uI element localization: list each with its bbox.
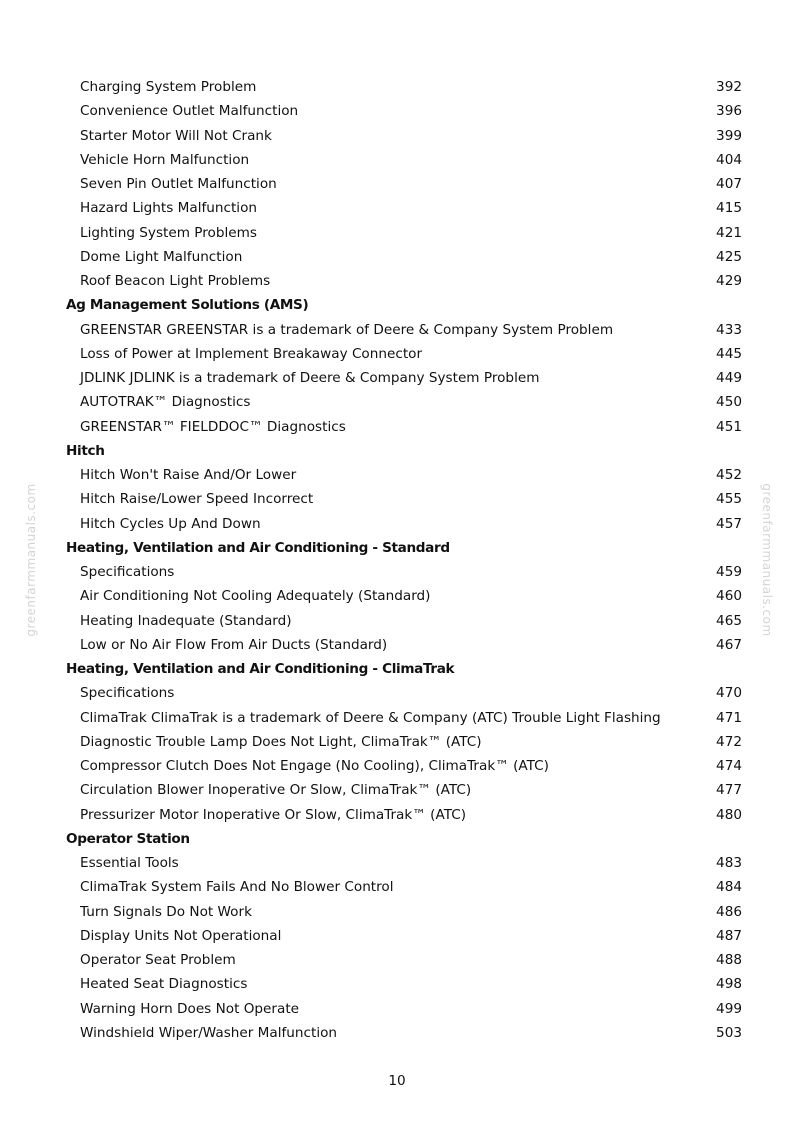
toc-section-heading (66, 536, 742, 560)
entry-page-number: 425 (716, 248, 742, 265)
entry-title: Lighting System Problems (80, 224, 257, 241)
section-title: Operator Station (66, 830, 190, 847)
toc-entry[interactable] (66, 584, 742, 608)
entry-page-number: 472 (716, 733, 742, 750)
toc-section-heading (66, 657, 742, 681)
entry-page-number: 486 (716, 903, 742, 920)
entry-page-number: 396 (716, 103, 742, 120)
entry-page-number: 433 (716, 321, 742, 338)
toc-entry[interactable] (66, 706, 742, 730)
entry-page-number: 477 (716, 782, 742, 799)
entry-title: Heating Inadequate (Standard) (80, 612, 292, 629)
entry-title: Specifications (80, 564, 175, 581)
entry-title: Air Conditioning Not Cooling Adequately (Standard) (80, 588, 431, 605)
toc-entry[interactable] (66, 463, 742, 487)
entry-title: Seven Pin Outlet Malfunction (80, 176, 277, 193)
entry-page-number: 498 (716, 976, 742, 993)
entry-title: Compressor Clutch Does Not Engage (No Cooling), ClimaTrak™ (ATC) (80, 758, 549, 775)
toc-entry[interactable] (66, 366, 742, 390)
toc-entry[interactable] (66, 560, 742, 584)
entry-title: Pressurizer Motor Inoperative Or Slow, ClimaTrak™ (ATC) (80, 806, 467, 823)
toc-entry[interactable] (66, 633, 742, 657)
entry-page-number: 415 (716, 200, 742, 217)
entry-title: Convenience Outlet Malfunction (80, 103, 299, 120)
entry-page-number: 455 (716, 491, 742, 508)
entry-title: Heated Seat Diagnostics (80, 976, 248, 993)
entry-title: Display Units Not Operational (80, 927, 282, 944)
watermark-right: greenfarmmanuals.com (760, 483, 774, 637)
toc-entry[interactable] (66, 415, 742, 439)
entry-title: Diagnostic Trouble Lamp Does Not Light, ClimaTrak™ (ATC) (80, 733, 482, 750)
entry-title: Vehicle Horn Malfunction (80, 151, 250, 168)
entry-page-number: 467 (716, 636, 742, 653)
entry-title: Essential Tools (80, 855, 179, 872)
toc-entry[interactable] (66, 269, 742, 293)
table-of-contents (66, 75, 742, 1045)
toc-entry[interactable] (66, 124, 742, 148)
entry-page-number: 429 (716, 273, 742, 290)
toc-section-heading (66, 439, 742, 463)
toc-entry[interactable] (66, 342, 742, 366)
entry-page-number: 488 (716, 952, 742, 969)
toc-entry[interactable] (66, 75, 742, 99)
entry-title: Hazard Lights Malfunction (80, 200, 258, 217)
toc-entry[interactable] (66, 245, 742, 269)
section-title: Ag Management Solutions (AMS) (66, 297, 309, 314)
entry-title: Specifications (80, 685, 175, 702)
entry-page-number: 407 (716, 176, 742, 193)
entry-title: Charging System Problem (80, 79, 257, 96)
toc-entry[interactable] (66, 609, 742, 633)
entry-page-number: 460 (716, 588, 742, 605)
toc-entry[interactable] (66, 875, 742, 899)
toc-entry[interactable] (66, 851, 742, 875)
toc-entry[interactable] (66, 172, 742, 196)
entry-title: ClimaTrak System Fails And No Blower Control (80, 879, 394, 896)
entry-page-number: 421 (716, 224, 742, 241)
entry-title: Windshield Wiper/Washer Malfunction (80, 1024, 338, 1041)
entry-page-number: 480 (716, 806, 742, 823)
toc-entry[interactable] (66, 972, 742, 996)
section-title: Hitch (66, 442, 105, 459)
toc-entry[interactable] (66, 681, 742, 705)
entry-title: Warning Horn Does Not Operate (80, 1000, 300, 1017)
toc-entry[interactable] (66, 318, 742, 342)
entry-page-number: 452 (716, 467, 742, 484)
entry-title: Hitch Raise/Lower Speed Incorrect (80, 491, 314, 508)
toc-entry[interactable] (66, 924, 742, 948)
toc-entry[interactable] (66, 730, 742, 754)
entry-page-number: 471 (716, 709, 742, 726)
toc-section-heading (66, 293, 742, 317)
entry-title: Starter Motor Will Not Crank (80, 127, 272, 144)
toc-entry[interactable] (66, 754, 742, 778)
entry-title: Turn Signals Do Not Work (80, 903, 252, 920)
entry-page-number: 465 (716, 612, 742, 629)
entry-page-number: 483 (716, 855, 742, 872)
page-number: 10 (388, 1073, 406, 1089)
toc-entry[interactable] (66, 803, 742, 827)
section-title: Heating, Ventilation and Air Conditioning - ClimaTrak (66, 661, 455, 678)
toc-entry[interactable] (66, 512, 742, 536)
toc-entry[interactable] (66, 487, 742, 511)
entry-title: Hitch Won't Raise And/Or Lower (80, 467, 297, 484)
toc-entry[interactable] (66, 1021, 742, 1045)
entry-page-number: 459 (716, 564, 742, 581)
entry-title: GREENSTAR™ FIELDDOC™ Diagnostics (80, 418, 346, 435)
entry-page-number: 392 (716, 79, 742, 96)
entry-title: Dome Light Malfunction (80, 248, 243, 265)
toc-entry[interactable] (66, 221, 742, 245)
toc-entry[interactable] (66, 778, 742, 802)
entry-page-number: 445 (716, 345, 742, 362)
toc-entry[interactable] (66, 196, 742, 220)
entry-page-number: 487 (716, 927, 742, 944)
entry-title: Hitch Cycles Up And Down (80, 515, 261, 532)
entry-page-number: 499 (716, 1000, 742, 1017)
toc-entry[interactable] (66, 148, 742, 172)
entry-title: Loss of Power at Implement Breakaway Connector (80, 345, 423, 362)
entry-title: AUTOTRAK™ Diagnostics (80, 394, 251, 411)
toc-entry[interactable] (66, 99, 742, 123)
entry-title: JDLINK JDLINK is a trademark of Deere & Company System Problem (80, 370, 540, 387)
entry-title: Low or No Air Flow From Air Ducts (Standard) (80, 636, 388, 653)
entry-page-number: 503 (716, 1024, 742, 1041)
entry-title: Roof Beacon Light Problems (80, 273, 271, 290)
entry-page-number: 449 (716, 370, 742, 387)
entry-title: ClimaTrak ClimaTrak is a trademark of Deere & Company (ATC) Trouble Light Flashing (80, 709, 661, 726)
toc-entry[interactable] (66, 948, 742, 972)
entry-page-number: 450 (716, 394, 742, 411)
entry-title: Circulation Blower Inoperative Or Slow, ClimaTrak™ (ATC) (80, 782, 472, 799)
entry-page-number: 484 (716, 879, 742, 896)
section-title: Heating, Ventilation and Air Conditioning - Standard (66, 539, 450, 556)
entry-page-number: 457 (716, 515, 742, 532)
toc-section-heading (66, 827, 742, 851)
entry-page-number: 451 (716, 418, 742, 435)
entry-page-number: 399 (716, 127, 742, 144)
toc-entry[interactable] (66, 390, 742, 414)
entry-page-number: 474 (716, 758, 742, 775)
watermark-left: greenfarmmanuals.com (24, 483, 38, 637)
toc-entry[interactable] (66, 997, 742, 1021)
entry-title: Operator Seat Problem (80, 952, 236, 969)
entry-title: GREENSTAR GREENSTAR is a trademark of Deere & Company System Problem (80, 321, 614, 338)
entry-page-number: 404 (716, 151, 742, 168)
toc-entry[interactable] (66, 900, 742, 924)
entry-page-number: 470 (716, 685, 742, 702)
